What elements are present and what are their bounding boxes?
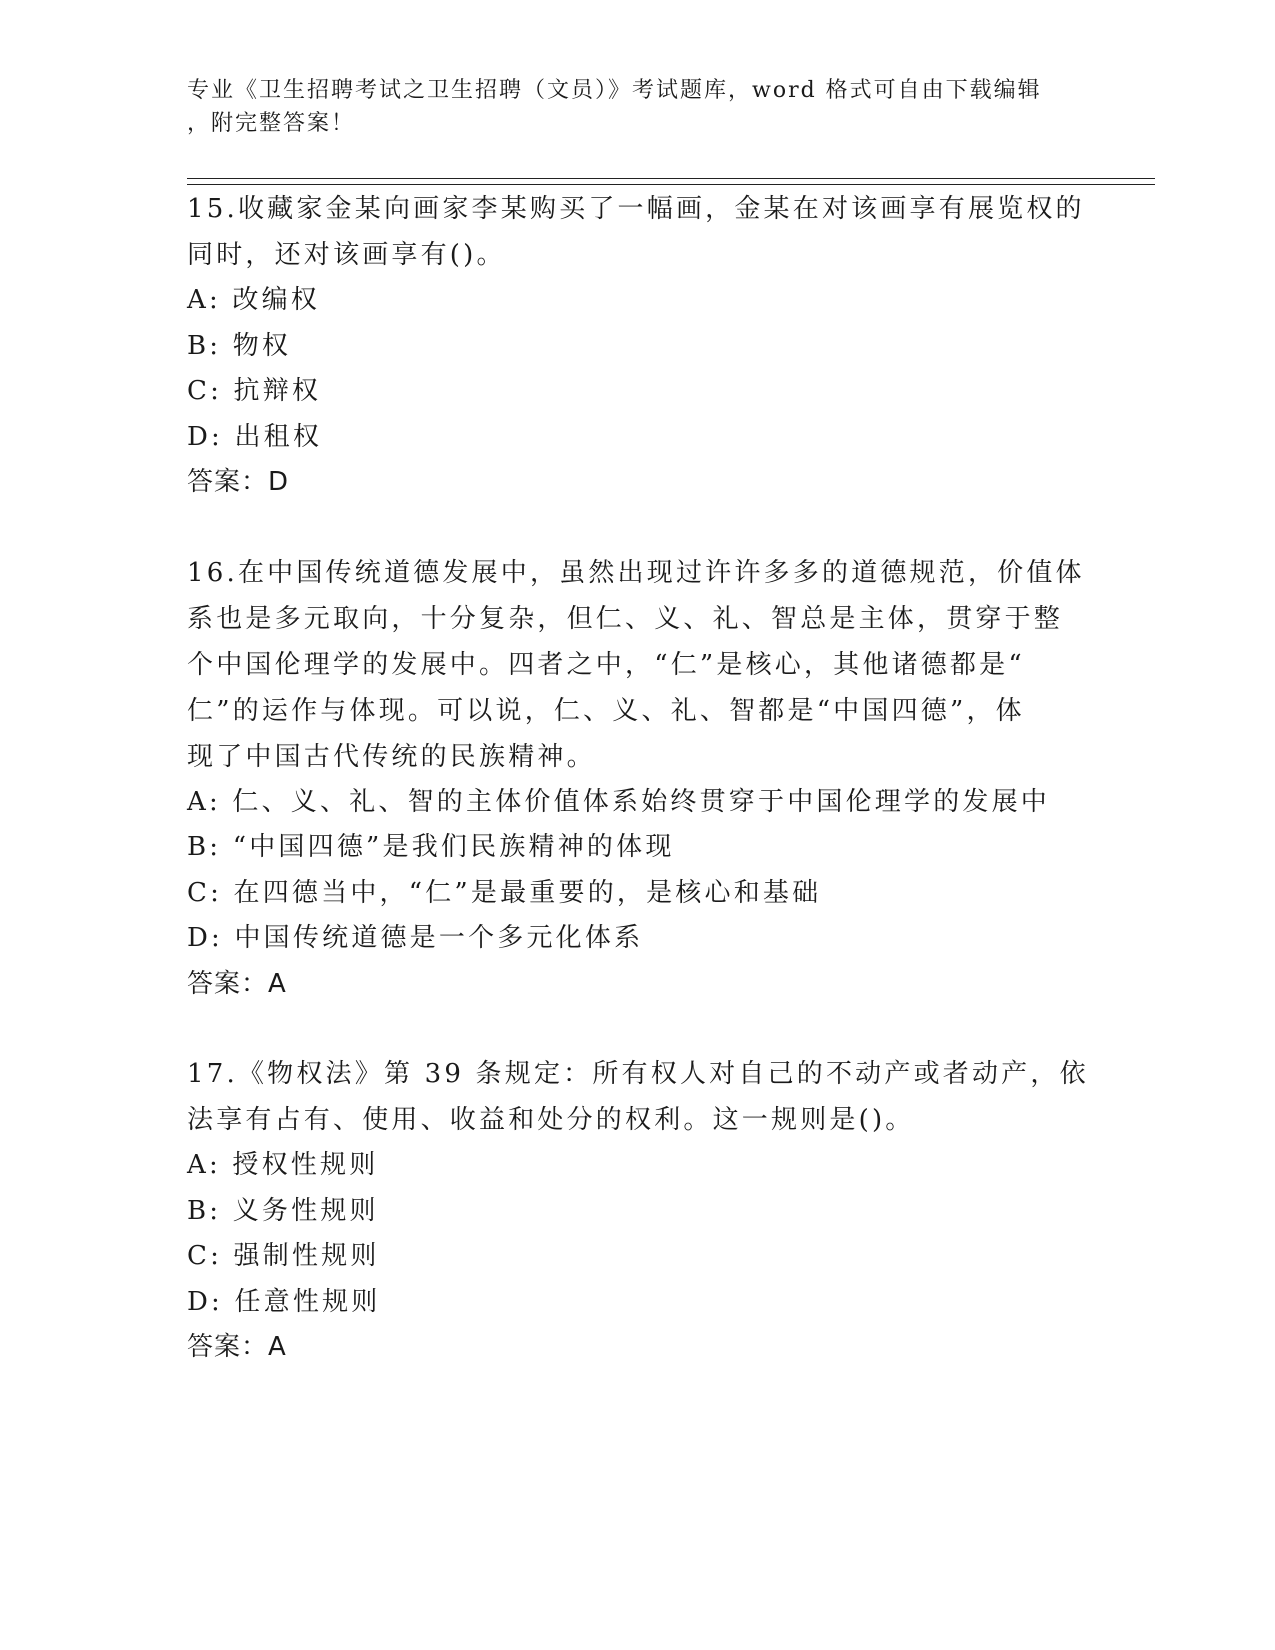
header-line-1: 专业《卫生招聘考试之卫生招聘（文员）》考试题库，word 格式可自由下载编辑: [187, 78, 1042, 103]
question-stem-line: 同时，还对该画享有()。: [187, 240, 506, 270]
option-a: A: 仁、义、礼、智的主体价值体系始终贯穿于中国伦理学的发展中: [187, 786, 1051, 817]
spacer: [187, 1007, 1087, 1051]
question-stem-line: 法享有占有、使用、收益和处分的权利。这一规则是()。: [187, 1105, 915, 1135]
option-a: A: 授权性规则: [187, 1150, 379, 1180]
question-stem-line: 16.在中国传统道德发展中，虽然出现过许许多多的道德规范，价值体: [187, 557, 1085, 588]
answer: 答案：D: [187, 467, 290, 497]
option-c: C: 在四德当中，“仁”是最重要的，是核心和基础: [187, 877, 822, 908]
header-line-2: ，附完整答案！: [187, 111, 356, 136]
option-b: B: “中国四德”是我们民族精神的体现: [187, 832, 675, 862]
question-stem-line: 系也是多元取向，十分复杂，但仁、义、礼、智总是主体，贯穿于整: [187, 603, 1064, 634]
spacer: [187, 506, 1087, 550]
question-stem: [187, 186, 1087, 278]
option-d: D: 中国传统道德是一个多元化体系: [187, 923, 644, 953]
question-16: [187, 550, 1087, 1008]
option-c: C: 强制性规则: [187, 1241, 380, 1271]
document-header: [187, 74, 1067, 140]
question-15: [187, 186, 1087, 506]
question-stem-line: 个中国伦理学的发展中。四者之中，“仁”是核心，其他诸德都是“: [187, 649, 1025, 680]
question-stem: [187, 550, 1087, 780]
question-list: [187, 186, 1087, 1371]
option-d: D: 任意性规则: [187, 1286, 381, 1317]
header-divider-top: [187, 178, 1155, 179]
option-a: A: 改编权: [187, 285, 321, 315]
option-b: B: 义务性规则: [187, 1195, 379, 1226]
option-c: C: 抗辩权: [187, 376, 322, 406]
option-d: D: 出租权: [187, 421, 323, 452]
question-stem-line: 15.收藏家金某向画家李某购买了一幅画，金某在对该画享有展览权的: [187, 194, 1085, 224]
question-stem-line: 仁”的运作与体现。可以说，仁、义、礼、智都是“中国四德”，体: [187, 695, 1025, 726]
question-stem: [187, 1051, 1087, 1143]
header-divider-bottom: [187, 184, 1155, 185]
question-17: [187, 1051, 1087, 1371]
option-b: B: 物权: [187, 330, 292, 361]
question-stem-line: 17.《物权法》第 39 条规定：所有权人对自己的不动产或者动产，依: [187, 1059, 1089, 1089]
answer: 答案：A: [187, 968, 287, 999]
question-stem-line: 现了中国古代传统的民族精神。: [187, 741, 596, 772]
answer: 答案：A: [187, 1332, 287, 1362]
